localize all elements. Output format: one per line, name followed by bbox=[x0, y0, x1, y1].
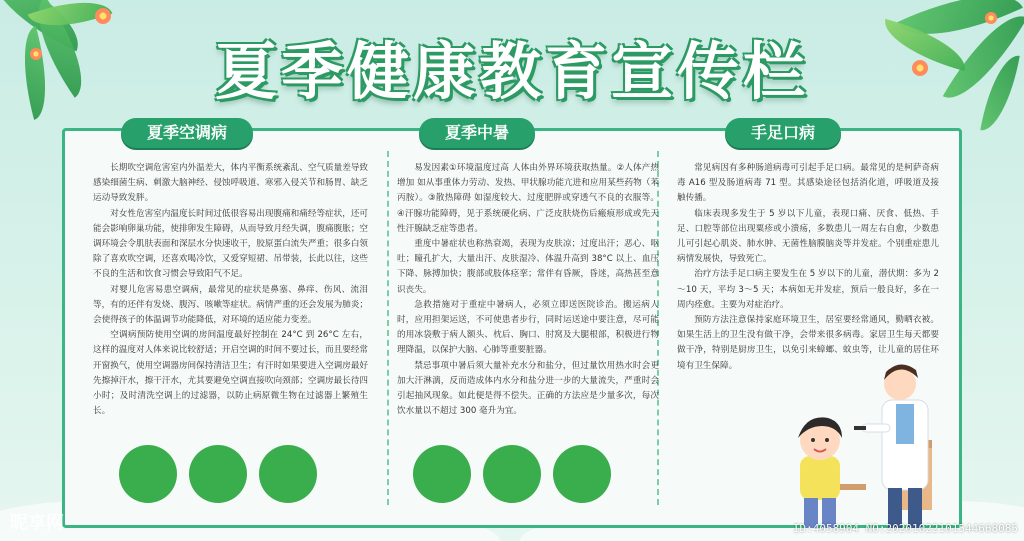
paragraph: 治疗方法手足口病主要发生在 5 岁以下的儿童，潜伏期：多为 2～10 天，平均 3～5 天；本病如无并发症，预后一般良好，多在一周内痊愈。主要为对症治疗。 bbox=[677, 269, 939, 310]
paragraph: 临床表现多发生于 5 岁以下儿童，表现口痛、厌食、低热、手足、口腔等部位出现粟疹或小溃疡，多数患儿一周左右自愈，少数患儿可引起心肌炎、肺水肿、无菌性脑膜脑炎等并发症。个别重症患儿病情发展快，导致死亡。 bbox=[677, 208, 939, 265]
decorative-circle bbox=[259, 445, 317, 503]
decorative-circle bbox=[189, 445, 247, 503]
site-logo-watermark: 昵享网 bbox=[10, 513, 64, 534]
paragraph: 禁忌事项中暑后须大量补充水分和盐分，但过量饮用热水时会更加大汗淋漓，反而造成体内水分和盐分进一步的大量流失，严重时会引起抽风现象。如此便是得不偿失。正确的方法应是少量多次，每次饮水量以不超过 300 毫升为宜。 bbox=[397, 360, 659, 417]
column-heading-hand-foot-mouth: 手足口病 bbox=[725, 118, 841, 148]
column-heading-heatstroke: 夏季中暑 bbox=[419, 118, 535, 148]
column-body-hand-foot-mouth bbox=[677, 161, 939, 374]
image-id-watermark: ID:4058904 NO:20201022101544668085 bbox=[792, 522, 1018, 535]
paragraph: 长期吹空调危害室内外温差大，体内平衡系统紊乱、空气质量差导致感染细菌生病、刺激大脑神经、侵蚀呼吸道、寒邪入侵关节和肠胃、缺乏运动导致发胖。 bbox=[93, 163, 369, 204]
column-divider bbox=[387, 151, 389, 505]
paragraph: 对女性危害室内温度长时间过低很容易出现腹痛和痛经等症状，还可能会影响卵巢功能，使排卵发生障碍，从而导致月经失调，腹痛腹胀；空调环境会令肌肤表面和深层水分快速收干，胶原蛋白流失严重；很多白领除了喜欢吹空调，还喜欢喝冷饮，又爱穿短裙、吊带装，长此以往，这些不良的生活和饮食习惯会导致阳气不足。 bbox=[93, 208, 369, 280]
poster-title: 夏季健康教育宣传栏 bbox=[214, 35, 809, 108]
paragraph: 常见病因有多种肠道病毒可引起手足口病。最常见的是柯萨奇病毒 A16 型及肠道病毒 71 型。其感染途径包括消化道，呼吸道及接触传播。 bbox=[677, 163, 939, 204]
paragraph: 重度中暑症状也称热衰竭，表现为皮肤凉；过度出汗；恶心、呕吐；瞳孔扩大，大量出汗、皮肤湿冷、体温升高到 38°C 以上、血压下降、脉搏加快；腹部或肢体痉挛；常伴有昏厥，昏迷，高热甚至意识丧失。 bbox=[397, 239, 659, 295]
paragraph: 易发因素①环境温度过高 人体由外界环境获取热量。②人体产热增加 如从事重体力劳动、发热、甲状腺功能亢进和应用某些药物（苯丙胺）。③散热障碍 如湿度较大、过度肥胖或穿透气不良的衣服等。④汗腺功能障碍，见于系统硬化病、广泛皮肤烧伤后瘢痕形成或先天性汗腺缺乏症等患者。 bbox=[397, 163, 659, 234]
paragraph: 急救措施对于重症中暑病人，必须立即送医院诊治。搬运病人时，应用担架运送，不可使患者步行，同时运送途中要注意，尽可能的用冰袋敷于病人额头、枕后、胸口、肘窝及大腿根部，积极进行物理降温，以保护大脑、心肺等重要脏器。 bbox=[397, 299, 659, 356]
paragraph: 预防方法注意保持家庭环境卫生，居室要经常通风，勤晒衣被。如果生活上的卫生没有做干净，会带来很多病毒。家居卫生每天都要做干净，特别是厨房卫生，以免引来蟑螂、蚊虫等，让儿童的居住环境有卫生保障。 bbox=[677, 315, 939, 371]
column-body-air-conditioning bbox=[93, 161, 368, 419]
doctor-child-illustration bbox=[770, 360, 960, 536]
decorative-circle bbox=[413, 445, 471, 503]
decorative-circle bbox=[119, 445, 177, 503]
column-body-heatstroke bbox=[397, 161, 659, 419]
decorative-circle bbox=[483, 445, 541, 503]
paragraph: 对婴儿危害易患空调病，最常见的症状是鼻塞、鼻痒、伤风、流泪等，有的还伴有发烧、腹泻、咳嗽等症状。病情严重的还会发展为肺炎；会使得孩子的体温调节功能降低，对环境的适应能力变差。 bbox=[93, 284, 369, 326]
decorative-circle bbox=[553, 445, 611, 503]
column-heading-air-conditioning: 夏季空调病 bbox=[121, 118, 253, 148]
paragraph: 空调病预防使用空调的房间温度最好控制在 24°C 到 26°C 左右，这样的温度对人体来说比较舒适；开启空调的时间不要过长，而且要经常开窗换气，使用空调器房间保持清洁卫生；有汗时如果要进入空调房最好先擦掉汗水，擦干汗水，尤其要避免空调直接吹向颈部；空调房最长待四小时；及时清洗空调上的过滤器，以防止病原微生物在过滤器上繁殖生长。 bbox=[93, 330, 369, 417]
